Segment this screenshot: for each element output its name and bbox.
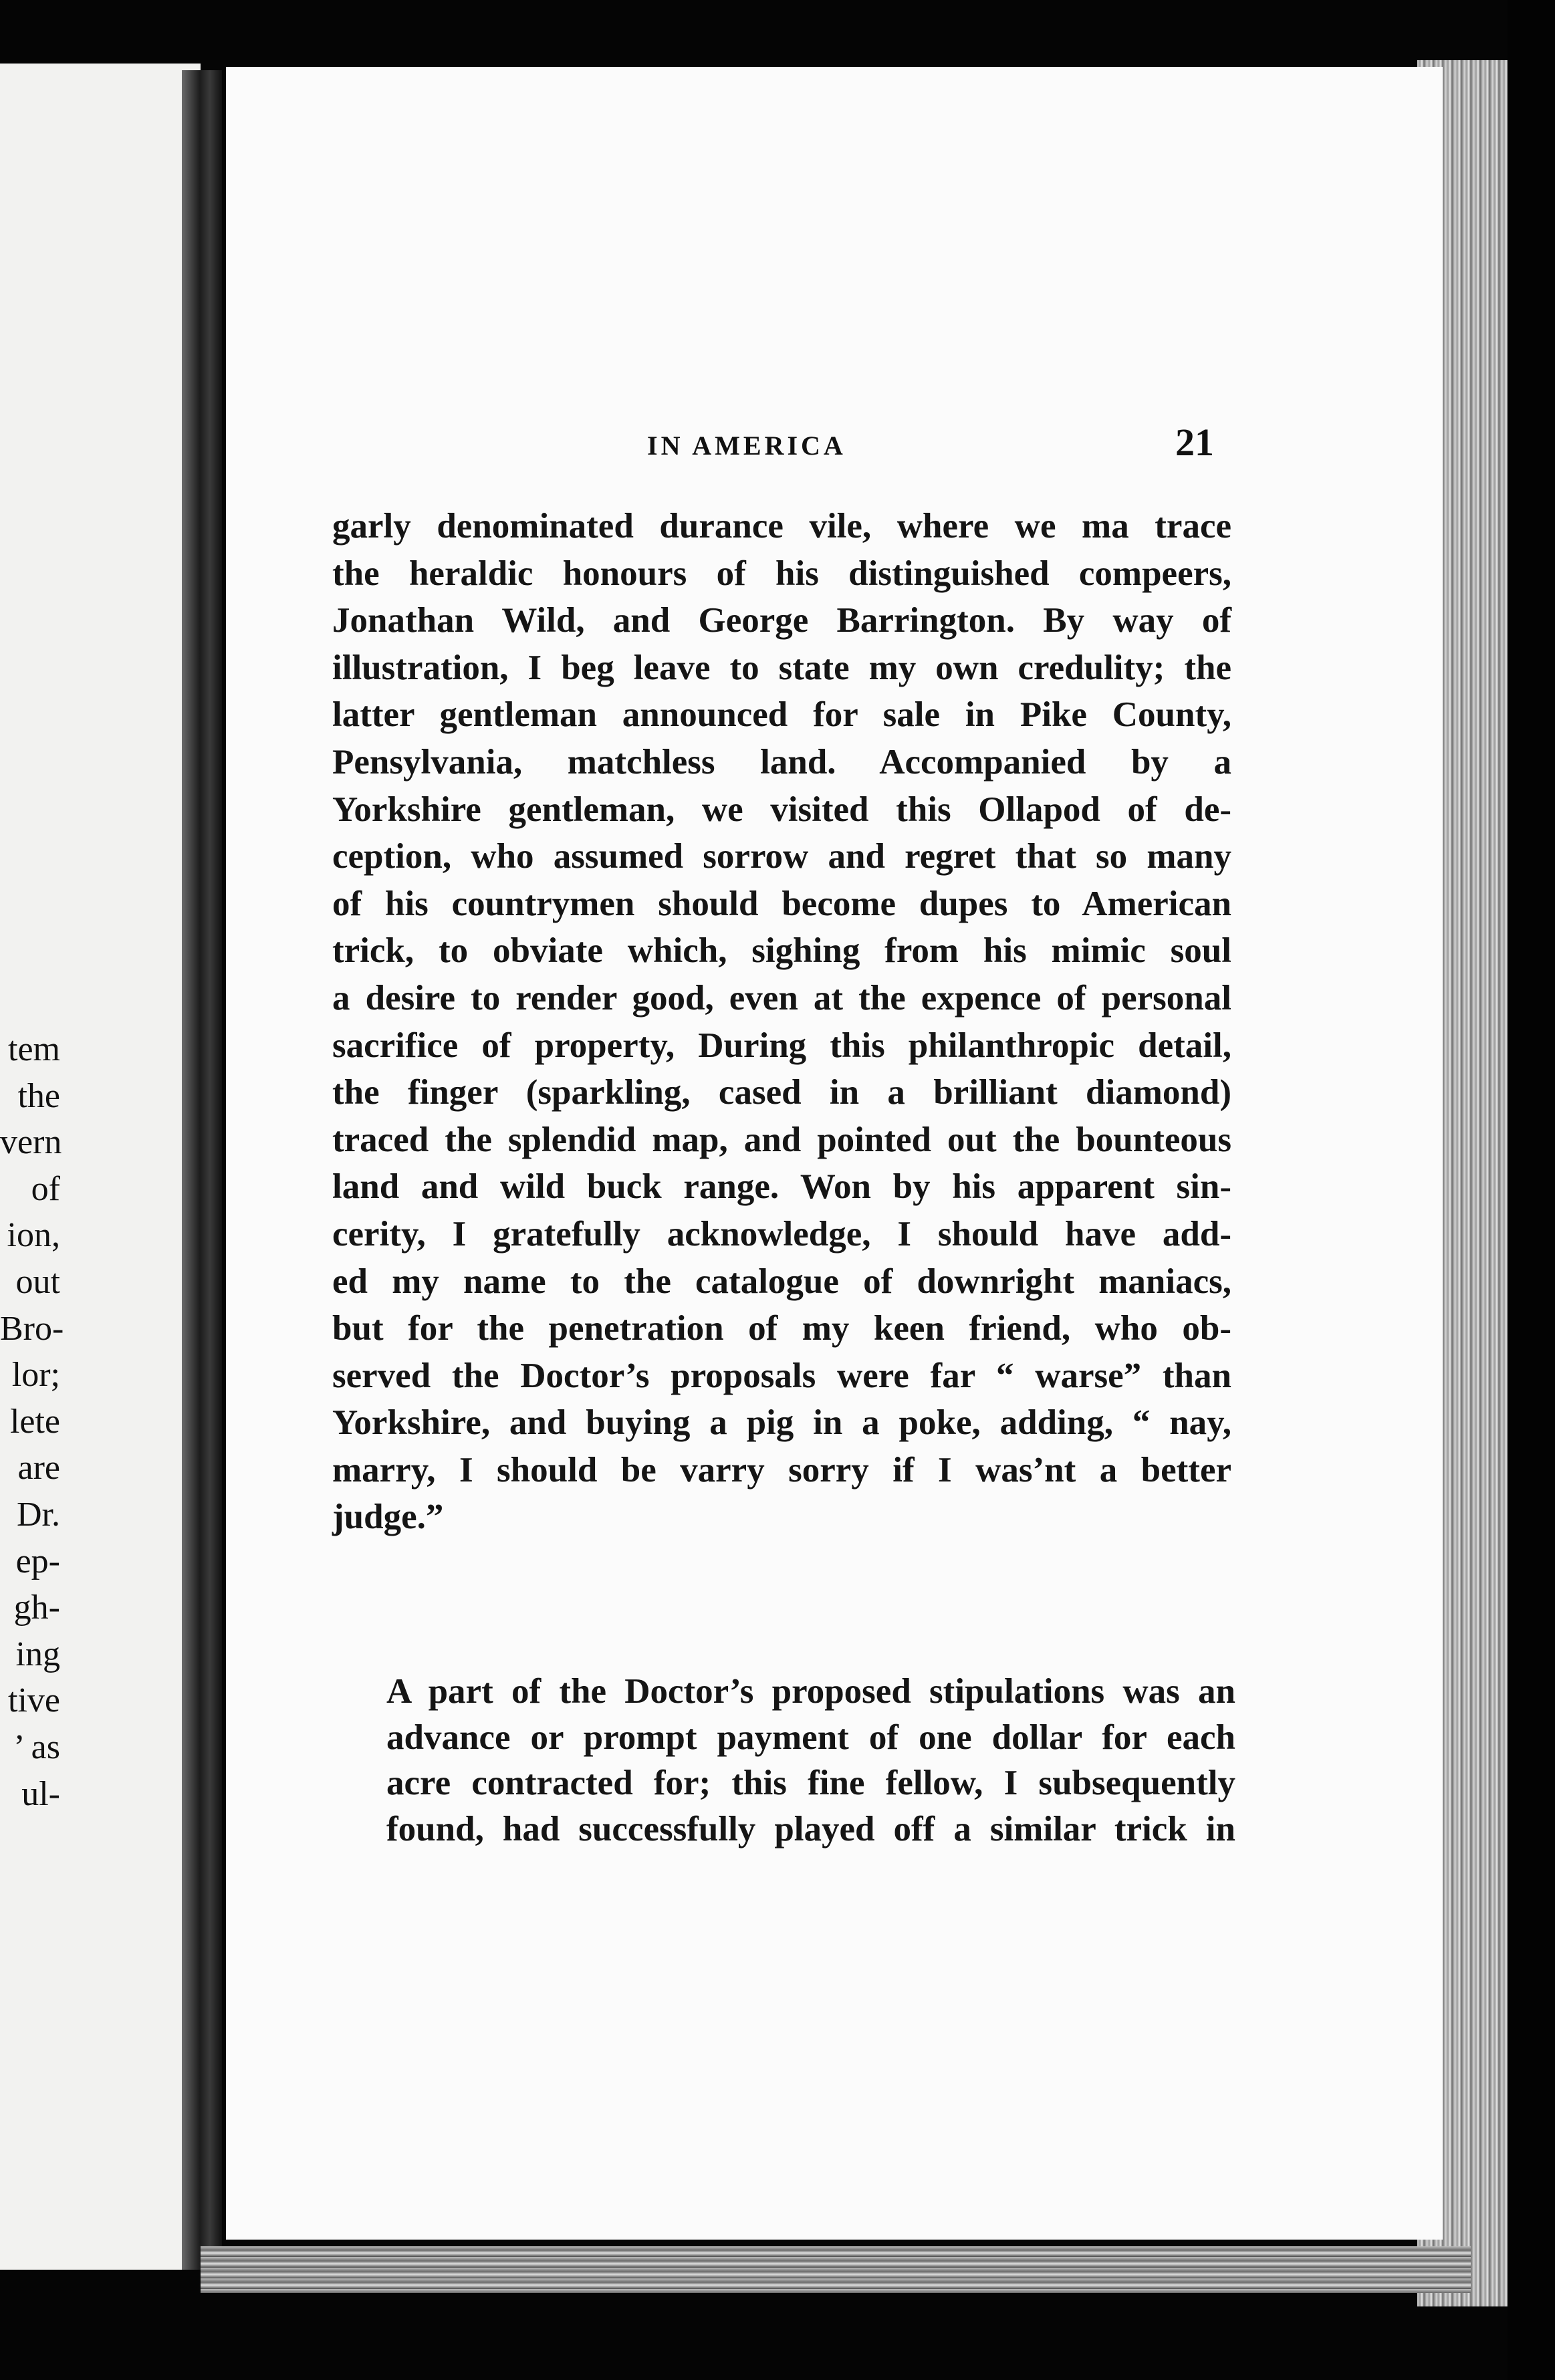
text-line: land and wild buck range. Won by his apparent sin- — [332, 1167, 1231, 1207]
text-line: of his countrymen should become dupes to American — [332, 884, 1231, 923]
left-page-text-fragments — [0, 1026, 201, 1817]
text-line: ception, who assumed sorrow and regret that so many — [332, 837, 1231, 876]
text-line: the heraldic honours of his distinguished compeers, — [332, 554, 1231, 593]
text-line: ed my name to the catalogue of downright maniacs, — [332, 1262, 1231, 1301]
text-line: Jonathan Wild, and George Barrington. By way of — [332, 601, 1231, 640]
scan-background-right — [1508, 0, 1555, 2380]
left-fragment: lete — [9, 1402, 60, 1441]
left-fragment: ’ as — [13, 1728, 60, 1766]
text-line: illustration, I beg leave to state my own credulity; the — [332, 648, 1231, 687]
text-line: a desire to render good, even at the expence of personal — [332, 978, 1231, 1018]
text-line: latter gentleman announced for sale in Pike County, — [332, 695, 1231, 735]
text-line: Pensylvania, matchless land. Accompanied by a — [332, 742, 1231, 782]
left-fragment: tive — [8, 1681, 60, 1720]
left-fragment: gh- — [13, 1588, 60, 1627]
running-head: IN AMERICA — [647, 431, 846, 461]
text-line: trick, to obviate which, sighing from his mimic soul — [332, 931, 1231, 971]
left-fragment: tem — [8, 1030, 60, 1068]
text-line: advance or prompt payment of one dollar for each — [386, 1717, 1235, 1757]
text-line: marry, I should be varry sorry if I was’nt a better — [332, 1450, 1231, 1490]
left-fragment: ep- — [15, 1542, 60, 1580]
text-line: A part of the Doctor’s proposed stipulations was an — [386, 1672, 1235, 1711]
text-line: but for the penetration of my keen friend, who ob- — [332, 1309, 1231, 1348]
text-line: judge.” — [332, 1498, 444, 1537]
left-fragment: the — [17, 1076, 60, 1115]
text-line: the finger (sparkling, cased in a brilliant diamond) — [332, 1073, 1231, 1112]
left-fragment: Dr. — [17, 1495, 60, 1534]
text-line: cerity, I gratefully acknowledge, I should have add- — [332, 1214, 1231, 1254]
left-fragment: vern — [0, 1123, 62, 1162]
text-line: served the Doctor’s proposals were far “ warse” than — [332, 1356, 1231, 1395]
text-line: found, had successfully played off a similar trick in — [386, 1809, 1235, 1849]
left-fragment: ul- — [21, 1774, 60, 1813]
paragraph-1 — [332, 503, 1231, 1541]
text-line: acre contracted for; this fine fellow, I subsequently — [386, 1764, 1235, 1802]
left-fragment: lor; — [11, 1356, 60, 1395]
page-number: 21 — [1175, 421, 1214, 464]
book-gutter-shadow — [182, 70, 222, 2270]
left-fragment: ing — [15, 1635, 60, 1673]
text-line: sacrifice of property, During this philanthropic detail, — [332, 1026, 1231, 1065]
left-fragment: ion, — [7, 1216, 60, 1255]
text-line: Yorkshire, and buying a pig in a poke, adding, “ nay, — [332, 1403, 1231, 1443]
paragraph-2 — [386, 1669, 1235, 1852]
text-line: Yorkshire gentleman, we visited this Ollapod of de- — [332, 790, 1231, 829]
left-fragment: out — [15, 1262, 60, 1301]
page-bottom-edge — [201, 2246, 1471, 2293]
left-fragment: Bro- — [0, 1309, 64, 1348]
text-line: garly denominated durance vile, where we ma trace — [332, 507, 1231, 546]
left-fragment: are — [17, 1449, 60, 1488]
left-fragment: of — [31, 1169, 60, 1208]
text-line: traced the splendid map, and pointed out the bounteous — [332, 1120, 1231, 1159]
